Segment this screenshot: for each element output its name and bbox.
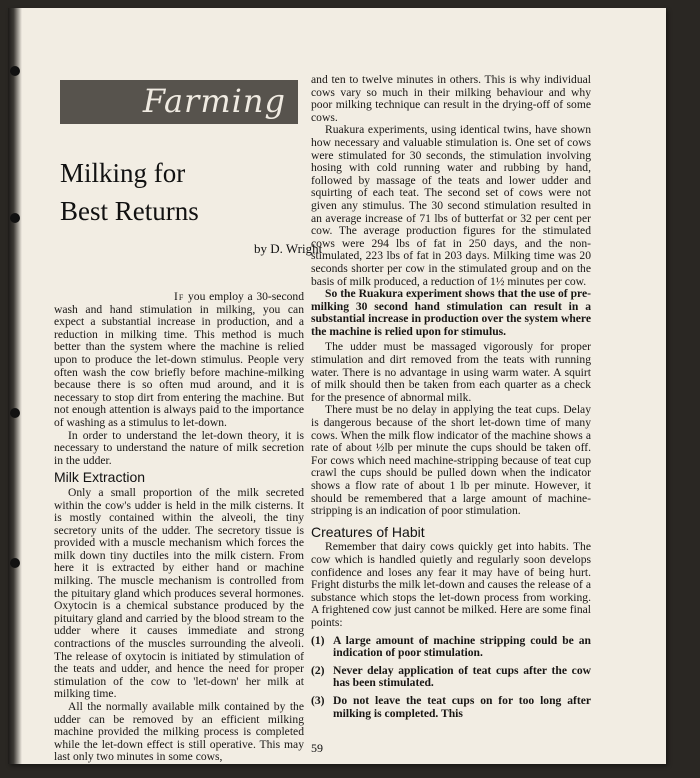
- list-item-text: Do not leave the teat cups on for too long after milking is completed. This: [333, 693, 591, 720]
- binding-pin: [10, 66, 20, 76]
- intro-paragraph: [54, 291, 304, 430]
- left-column: [54, 291, 304, 764]
- article-title: [60, 154, 199, 230]
- paragraph: All the normally available milk contained by the udder can be removed by an efficient milking machine provided the milking process is completed while the let-down effect is still operative. This may last only two minutes in some cows,: [54, 700, 304, 764]
- article-title-line-2: Best Returns: [60, 196, 199, 226]
- list-item-number: (2): [311, 663, 325, 677]
- list-item: [311, 665, 591, 690]
- list-item-number: (1): [311, 633, 325, 647]
- list-item-number: (3): [311, 693, 325, 707]
- binding-edge: [8, 8, 22, 764]
- list-item: [311, 695, 591, 720]
- binding-pin: [10, 408, 20, 418]
- article-title-line-1: Milking for: [60, 158, 186, 188]
- paragraph: There must be no delay in applying the teat cups. Delay is dangerous because of the short let-down time of many cows. When the milk flow indicator of the machine shows a rate of about ½lb per minute the cups should be taken off. For cows which need machine-stripping because of teat cup crawl the cups should be pulled down when the indicator shows a flow rate of about 1 lb per minute. However, it should be remembered that a large amount of machine-stripping is an indication of poor stimulation.: [311, 403, 591, 518]
- list-item-text: A large amount of machine stripping could be an indication of poor stimulation.: [333, 633, 591, 660]
- intro-lead-word: If: [174, 290, 185, 303]
- paragraph: The udder must be massaged vigorously for proper stimulation and dirt removed from the teats with running water. There is no advantage in using warm water. A squirt of milk should then be taken from each quarter as a check for the presence of abnormal milk.: [311, 340, 591, 404]
- bold-summary-paragraph: So the Ruakura experiment shows that the use of pre-milking 30 second hand stimulation can result in a substantial increase in production over the system where the machine is relied upon for stimulus.: [311, 287, 591, 338]
- binding-pin: [10, 558, 20, 568]
- binding-pin: [10, 213, 20, 223]
- magazine-page: [8, 8, 666, 764]
- page-number: 59: [311, 741, 323, 755]
- article-byline: by D. Wright: [254, 241, 323, 256]
- paragraph: Only a small proportion of the milk secreted within the cow's udder is held in the milk cisterns. It is mostly contained within the alveoli, the tiny secretory units of the udder. The secretory tissue is provided with a muscle mechanism which forces the milk down tiny ductiles into the milk cistern. From here it is extracted by either hand or machine milking. The muscle mechanism is controlled from the pituitary gland which produces several hormones. Oxytocin is a chemical substance produced by the pituitary gland and carried by the blood stream to the udder where it causes immediate and strong contractions of the muscles surrounding the alveoli. The release of oxytocin is initiated by stimulation of the teats and udder, and hence the need for proper stimulation of the cow to 'let-down' her milk at milking time.: [54, 485, 304, 701]
- paragraph: Remember that dairy cows quickly get into habits. The cow which is handled quietly and regularly soon develops confidence and loses any fear it may have of being hurt. Fright disturbs the milk let-down and causes the release of a substance which stops the let-down process from working. A frightened cow just cannot be milked. Here are some final points:: [311, 540, 591, 629]
- section-heading: Milk Extraction: [54, 469, 146, 486]
- paragraph: Ruakura experiments, using identical twins, have shown how necessary and valuable stimulation is. One set of cows were stimulated for 30 seconds, the stimulation involving hosing with cold running water and rubbing by hand, followed by massage of the teats and lower udder and squirting of each teat. The second set of cows were not given any stimulus. The 30 second stimulation resulted in an average increase of 71 lbs of butterfat or 32 per cent per cow. The average production figures for the stimulated cows were 294 lbs of fat in 250 days, and the non-stimulated, 223 lbs of fat in 203 days. Milking time was 20 seconds shorter per cow in the stimulated group and on the basis of milk produced, a reduction of 1½ minutes per cow.: [311, 123, 591, 288]
- paragraph: and ten to twelve minutes in others. This is why individual cows vary so much in their milking behaviour and why poor milking technique can result in the drying-off of some cows.: [311, 73, 591, 124]
- section-banner: [60, 80, 298, 124]
- list-item: [311, 635, 591, 660]
- section-banner-label: Farming: [142, 82, 286, 120]
- list-item-text: Never delay application of teat cups after the cow has been stimulated.: [333, 663, 591, 690]
- right-column: [311, 74, 591, 720]
- intro-text: you employ a 30-second wash and hand stimulation in milking, you can expect a substantial increase in production, and a reduction in milking time. This method is much better than the system where the machine is relied upon to produce the let-down stimulus. People very often wash the cow briefly before machine-milking because there is so often mud around, and it is necessary to stop dirt from entering the machine. But not enough attention is always paid to the importance of washing as a stimulus to let-down.: [54, 290, 304, 429]
- paragraph: In order to understand the let-down theory, it is necessary to understand the nature of milk secretion in the udder.: [54, 428, 304, 467]
- section-heading: Creatures of Habit: [311, 523, 425, 540]
